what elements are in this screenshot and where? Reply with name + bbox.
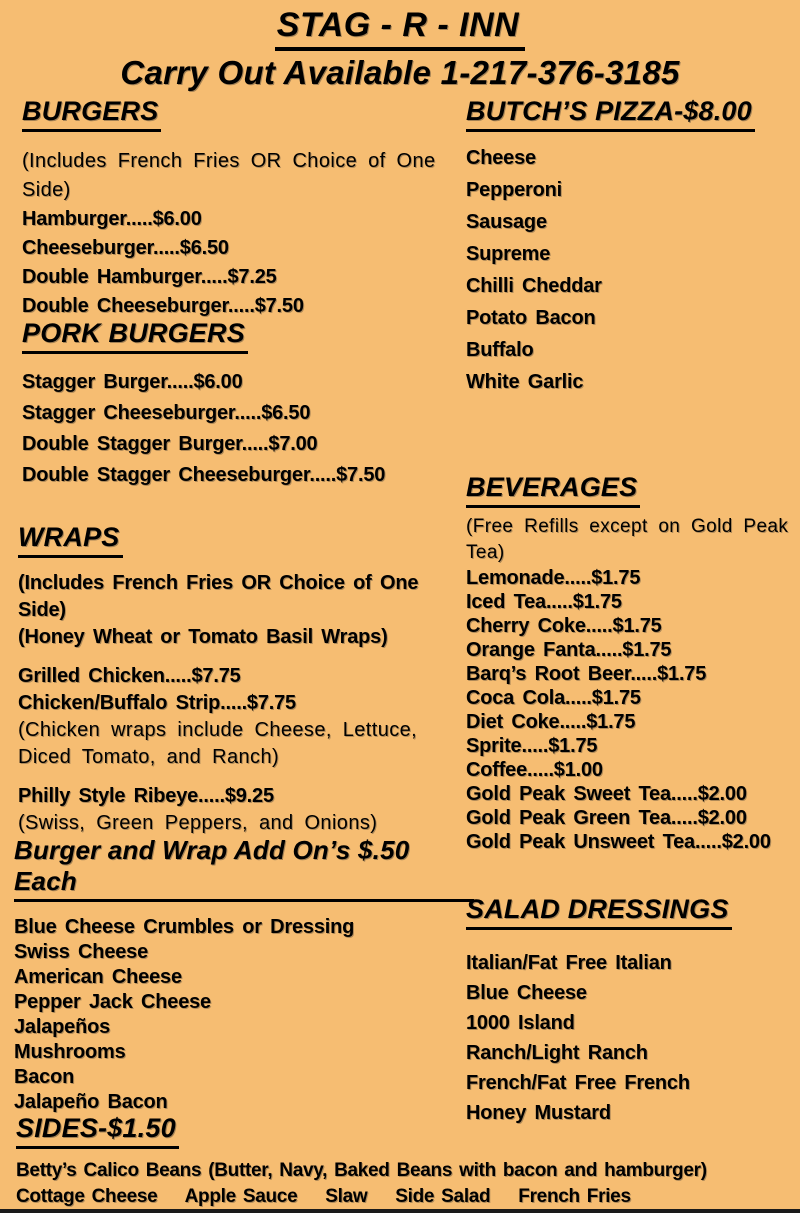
menu-item: Jalapeño Bacon	[14, 1091, 168, 1113]
pork-burgers-section	[22, 318, 462, 491]
menu-item: White Garlic	[466, 371, 584, 393]
menu-item: Grilled Chicken.....$7.75	[18, 665, 241, 687]
menu-item: 1000 Island	[466, 1012, 575, 1034]
menu-item: Cheeseburger.....$6.50	[22, 237, 229, 259]
restaurant-name: STAG - R - INN	[275, 6, 525, 51]
sides-items	[16, 1158, 791, 1210]
menu-note: (Free Refills except on Gold Peak Tea)	[466, 516, 799, 563]
menu-item: Barq’s Root Beer.....$1.75	[466, 663, 707, 685]
burgers-items	[22, 147, 462, 321]
menu-item: Cherry Coke.....$1.75	[466, 615, 662, 637]
menu-item: Cottage Cheese Apple Sauce Slaw Side Salad French Fries	[16, 1186, 631, 1207]
menu-item: Hamburger.....$6.00	[22, 208, 202, 230]
menu-item: Chicken/Buffalo Strip.....$7.75	[18, 692, 296, 714]
menu-item: Coffee.....$1.00	[466, 759, 603, 781]
menu-item: Lemonade.....$1.75	[466, 567, 641, 589]
menu-item: Chilli Cheddar	[466, 275, 602, 297]
add-ons-section	[14, 835, 474, 1115]
beverages-section	[466, 472, 798, 854]
pizza-items	[466, 142, 791, 398]
menu-item: Cheese	[466, 147, 536, 169]
menu-item: Iced Tea.....$1.75	[466, 591, 622, 613]
wraps-heading: WRAPS	[18, 522, 123, 558]
spacer	[18, 771, 450, 783]
wraps-items	[18, 570, 450, 837]
menu-item: Double Stagger Burger.....$7.00	[22, 433, 318, 455]
menu-item: Italian/Fat Free Italian	[466, 952, 672, 974]
menu-note: (Includes French Fries OR Choice of One Side)	[18, 572, 427, 621]
pizza-section	[466, 96, 791, 398]
menu-item: Buffalo	[466, 339, 534, 361]
menu-item: Diet Coke.....$1.75	[466, 711, 636, 733]
menu-item: Double Hamburger.....$7.25	[22, 266, 277, 288]
menu-item: French/Fat Free French	[466, 1072, 690, 1094]
menu-item: Potato Bacon	[466, 307, 596, 329]
menu-item: Orange Fanta.....$1.75	[466, 639, 672, 661]
menu-item: Coca Cola.....$1.75	[466, 687, 641, 709]
menu-item: Supreme	[466, 243, 551, 265]
menu-item: Double Cheeseburger.....$7.50	[22, 295, 304, 317]
pork-burgers-items	[22, 367, 462, 491]
menu-item: Sausage	[466, 211, 547, 233]
menu-item: Betty’s Calico Beans (Butter, Navy, Baked Beans with bacon and hamburger)	[16, 1160, 707, 1181]
salad-dressings-items	[466, 948, 796, 1128]
menu-note: (Includes French Fries OR Choice of One Side)	[22, 150, 447, 201]
wraps-section	[18, 522, 450, 837]
menu-item: Mushrooms	[14, 1041, 126, 1063]
menu-item: Gold Peak Sweet Tea.....$2.00	[466, 783, 747, 805]
menu-item: Jalapeños	[14, 1016, 111, 1038]
salad-dressings-heading: SALAD DRESSINGS	[466, 894, 732, 930]
menu-note: (Swiss, Green Peppers, and Onions)	[18, 812, 378, 834]
menu-item: Stagger Cheeseburger.....$6.50	[22, 402, 311, 424]
menu-item: Blue Cheese Crumbles or Dressing	[14, 916, 355, 938]
burgers-heading: BURGERS	[22, 96, 161, 132]
menu-item: Blue Cheese	[466, 982, 587, 1004]
pizza-heading: BUTCH’S PIZZA-$8.00	[466, 96, 755, 132]
spacer	[18, 651, 450, 663]
menu-item: Double Stagger Cheeseburger.....$7.50	[22, 464, 386, 486]
menu-item: Swiss Cheese	[14, 941, 149, 963]
salad-dressings-section	[466, 894, 796, 1128]
add-ons-items	[14, 915, 474, 1115]
menu-item: Pepper Jack Cheese	[14, 991, 211, 1013]
menu-note: (Chicken wraps include Cheese, Lettuce, Diced Tomato, and Ranch)	[18, 719, 429, 768]
menu-note: (Honey Wheat or Tomato Basil Wraps)	[18, 626, 388, 648]
beverages-items	[466, 514, 798, 854]
header	[0, 6, 800, 92]
add-ons-heading: Burger and Wrap Add On’s $.50 Each	[14, 835, 474, 902]
bottom-edge-bar	[0, 1209, 800, 1213]
menu-item: Gold Peak Unsweet Tea.....$2.00	[466, 831, 771, 853]
menu-item: Ranch/Light Ranch	[466, 1042, 648, 1064]
menu-item: Sprite.....$1.75	[466, 735, 598, 757]
menu-item: American Cheese	[14, 966, 182, 988]
menu-item: Pepperoni	[466, 179, 562, 201]
sides-heading: SIDES-$1.50	[16, 1113, 179, 1149]
menu-item: Bacon	[14, 1066, 75, 1088]
menu-item: Honey Mustard	[466, 1102, 611, 1124]
menu-item: Stagger Burger.....$6.00	[22, 371, 243, 393]
pork-burgers-heading: PORK BURGERS	[22, 318, 248, 354]
menu-item: Gold Peak Green Tea.....$2.00	[466, 807, 747, 829]
carry-out-phone: Carry Out Available 1-217-376-3185	[120, 54, 680, 91]
burgers-section	[22, 96, 462, 321]
beverages-heading: BEVERAGES	[466, 472, 640, 508]
menu-item: Philly Style Ribeye.....$9.25	[18, 785, 274, 807]
